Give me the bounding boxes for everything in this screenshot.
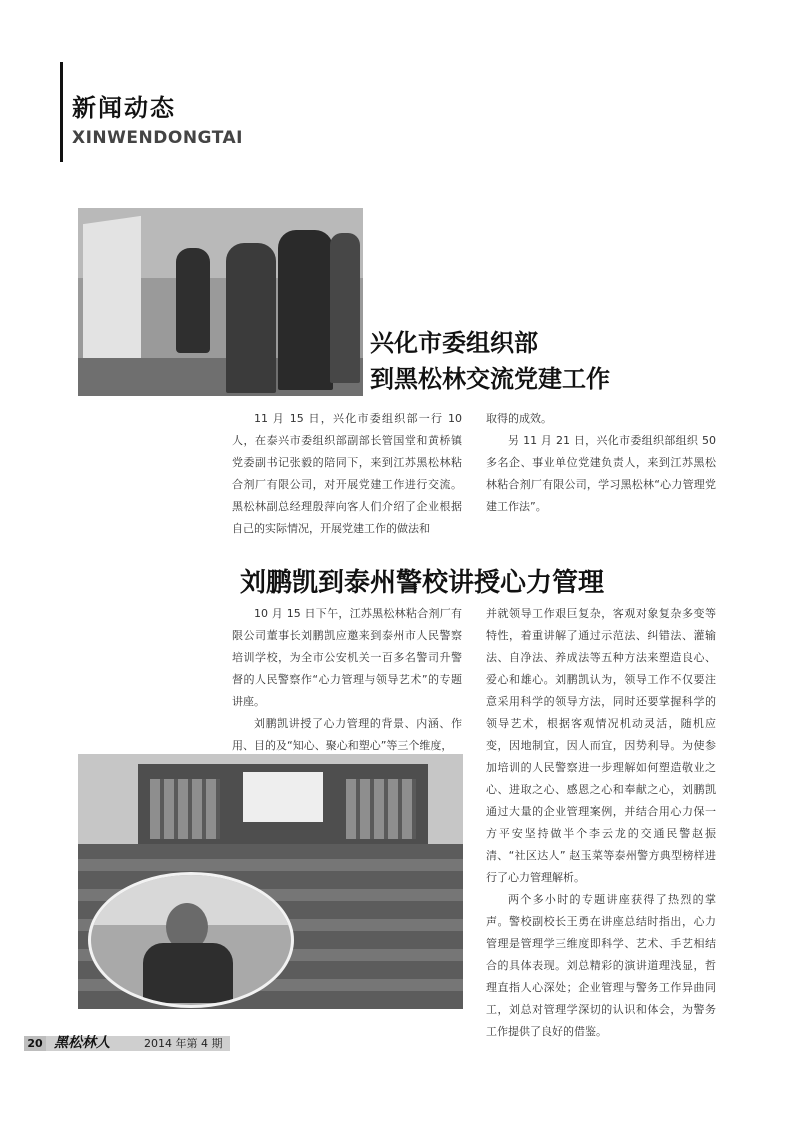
photo-inset-speaker	[88, 872, 294, 1008]
section-title: 新闻动态	[72, 94, 176, 122]
article2-paragraph: 10 月 15 日下午，江苏黑松林粘合剂厂有限公司董事长刘鹏凯应邀来到泰州市人民警察培训学校，为全市公安机关一百多名警司升警督的人民警察作“心力管理与领导艺术”的专题讲座。	[232, 607, 462, 708]
article2-paragraph: 两个多小时的专题讲座获得了热烈的掌声。警校副校长王勇在讲座总结时指出，心力管理是管理学三维度即科学、艺术、手艺相结合的具体表现。刘总精彩的演讲道理浅显，哲理直指人心深处；企业管理与警务工作异曲同工，刘总对管理学深切的认识和体会，为警务工作提供了良好的借鉴。	[486, 893, 716, 1038]
article1-title-line2: 到黑松林交流党建工作	[370, 364, 610, 393]
article2-paragraph: 刘鹏凯讲授了心力管理的背景、内涵、作用、目的及“知心、聚心和塑心”等三个维度，	[232, 717, 462, 752]
magazine-logo: 黑松林人	[54, 1035, 110, 1051]
article2-column-left	[232, 603, 462, 757]
article1-column-left	[232, 408, 462, 540]
article2-paragraph: 并就领导工作艰巨复杂，客观对象复杂多变等特性，着重讲解了通过示范法、纠错法、灌输法、自净法、养成法等五种方法来塑造良心、爱心和雄心。刘鹏凯认为，领导工作不仅要注意采用科学的领导方法，同时还要掌握科学的领导艺术，根据客观情况机动灵活，随机应变，因地制宜，因人而宜，因势利导。为使参加培训的人民警察进一步理解如何塑造敬业之心、进取之心、感恩之心和奉献之心，刘鹏凯通过大量的企业管理案例，并结合用心力保一方平安坚持做半个李云龙的交通民警赵振清、“社区达人” 赵玉菜等泰州警方典型榜样进行了心力管理解析。	[486, 607, 716, 884]
article1-paragraph: 取得的成效。	[486, 412, 552, 425]
section-accent-bar	[60, 62, 63, 162]
article2-column-right	[486, 603, 716, 1043]
article1-column-right	[486, 408, 716, 518]
article1-title-line1: 兴化市委组织部	[370, 328, 538, 357]
photo-visit	[78, 208, 363, 396]
section-subtitle: XINWENDONGTAI	[72, 128, 243, 148]
photo-lecture	[78, 754, 463, 1009]
article2-title: 刘鹏凯到泰州警校讲授心力管理	[240, 568, 605, 598]
page-number: 20	[24, 1036, 46, 1051]
article1-paragraph: 另 11 月 21 日，兴化市委组织部组织 50 多名企、事业单位党建负责人，来到江苏黑松林粘合剂厂有限公司，学习黑松林“心力管理党建工作法”。	[486, 434, 716, 513]
article1-paragraph: 11 月 15 日，兴化市委组织部一行 10 人，在泰兴市委组织部副部长管国堂和黄桥镇党委副书记张毅的陪同下，来到江苏黑松林粘合剂厂有限公司，对开展党建工作进行交流。黑松林副总经理殷萍向客人们介绍了企业根据自己的实际情况，开展党建工作的做法和	[232, 412, 462, 535]
issue-label: 2014 年第 4 期	[144, 1037, 223, 1050]
